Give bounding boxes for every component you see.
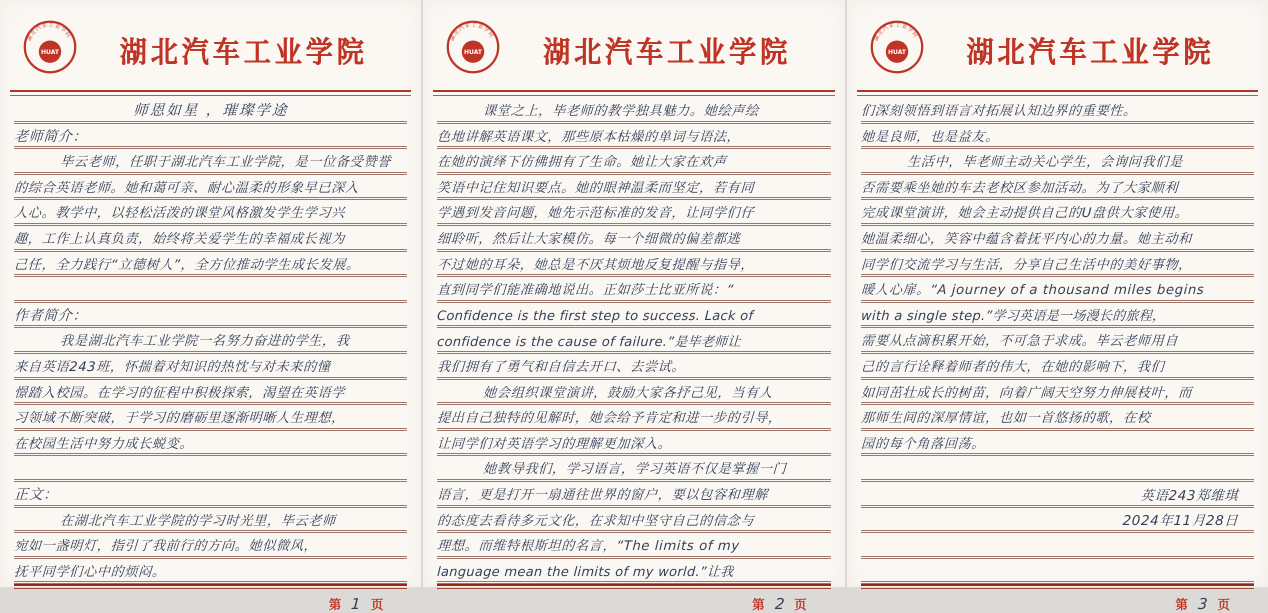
university-name: 湖北汽车工业学院	[542, 35, 791, 69]
handwritten-text: 我是湖北汽车工业学院一名努力奋进的学生，我	[59, 334, 351, 350]
handwritten-line	[14, 175, 407, 201]
handwritten-text: 憬踏入校园。在学习的征程中积极探索，渴望在英语学	[13, 385, 346, 401]
handwritten-line	[437, 380, 830, 406]
handwritten-text: 同学们交流学习与生活，分享自己生活中的美好事物，	[860, 257, 1193, 273]
handwritten-text: 完成课堂演讲，她会主动提供自己的U盘供大家使用。	[860, 206, 1189, 222]
handwritten-text: 己的言行诠释着师者的伟大，在她的影响下，我们	[860, 360, 1165, 376]
handwritten-line	[861, 328, 1254, 354]
page-footer	[423, 589, 844, 613]
handwritten-line	[14, 559, 407, 585]
page-footer	[0, 589, 421, 613]
handwritten-line	[861, 508, 1254, 534]
letterhead-header	[0, 0, 421, 84]
footer-suffix: 页	[1217, 597, 1230, 613]
letter-page-1	[0, 0, 421, 613]
handwritten-text: 色地讲解英语课文，那些原本枯燥的单词与语法，	[437, 129, 742, 145]
handwritten-text: 宛如一盏明灯，指引了我前行的方向。她似微风，	[13, 539, 318, 555]
footer-suffix: 页	[794, 597, 807, 613]
handwritten-line	[14, 124, 407, 150]
handwritten-line	[437, 405, 830, 431]
university-seal-icon	[445, 19, 501, 79]
handwritten-line	[14, 277, 407, 303]
header-divider-rule	[10, 90, 411, 96]
header-divider-rule	[433, 90, 834, 96]
handwritten-text: 理想。而维特根斯坦的名言，“The limits of my	[437, 539, 741, 555]
handwritten-text: 语言，更是打开一扇通往世界的窗户，要以包容和理解	[437, 487, 769, 503]
handwritten-line	[861, 226, 1254, 252]
handwritten-line	[437, 354, 830, 380]
handwritten-text: 在她的演绎下仿佛拥有了生命。她让大家在欢声	[437, 155, 728, 171]
handwritten-text: 英语243郑维琪	[1139, 487, 1239, 504]
handwritten-text	[14, 478, 407, 479]
handwritten-text: 2024年11月28日	[1121, 513, 1239, 530]
ruled-lines-area	[861, 98, 1254, 584]
handwritten-line	[437, 431, 830, 457]
letter-page-2	[423, 0, 844, 613]
page-number: 3	[1197, 595, 1209, 613]
handwritten-text: 笑语中记住知识要点。她的眼神温柔而坚定，若有同	[437, 180, 755, 196]
handwritten-text: 暖人心扉。“A journey of a thousand miles begins	[860, 283, 1205, 299]
handwritten-text: with a single step.”学习英语是一场漫长的旅程，	[860, 309, 1166, 325]
handwritten-text: 需要从点滴积累开始，不可急于求成。毕云老师用自	[860, 334, 1179, 350]
handwritten-line	[861, 98, 1254, 124]
handwritten-line	[14, 533, 407, 559]
handwritten-line	[14, 303, 407, 329]
university-seal-icon	[22, 19, 78, 79]
handwritten-line	[861, 252, 1254, 278]
university-name: 湖北汽车工业学院	[966, 35, 1215, 69]
footer-prefix: 第	[1175, 597, 1188, 613]
handwritten-text: 她温柔细心，笑容中蕴含着抚平内心的力量。她主动和	[860, 232, 1193, 248]
handwritten-text: 她教导我们，学习语言，学习英语不仅是掌握一门	[483, 462, 788, 478]
handwritten-line	[861, 124, 1254, 150]
handwritten-line	[437, 226, 830, 252]
handwritten-line	[861, 456, 1254, 482]
svg-text:湖北汽车工业学院: 湖北汽车工业学院	[449, 22, 496, 43]
handwritten-line	[861, 200, 1254, 226]
handwritten-text: 让同学们对英语学习的理解更加深入。	[437, 436, 673, 452]
handwritten-text: language mean the limits of my world.”让我	[436, 564, 735, 580]
handwritten-line	[861, 354, 1254, 380]
handwritten-line	[14, 482, 407, 508]
letter-page-3	[847, 0, 1268, 613]
handwritten-text: 学遇到发音问题，她先示范标准的发音，让同学们仔	[437, 206, 755, 222]
svg-text:湖北汽车工业学院: 湖北汽车工业学院	[26, 22, 72, 43]
handwritten-text: 她会组织课堂演讲，鼓励大家各抒己见，当有人	[483, 385, 774, 401]
handwritten-line	[861, 533, 1254, 559]
handwritten-text: 抚平同学们心中的烦闷。	[13, 564, 167, 580]
handwritten-text: 趣，工作上认真负责，始终将关爱学生的幸福成长视为	[13, 232, 346, 248]
handwritten-line	[14, 380, 407, 406]
handwritten-text: 我们拥有了勇气和自信去开口、去尝试。	[437, 360, 686, 376]
handwritten-line	[437, 508, 830, 534]
handwritten-line	[14, 200, 407, 226]
handwritten-line	[437, 149, 830, 175]
handwritten-line	[861, 175, 1254, 201]
handwritten-text: 己任，全力践行“立德树人”，全方位推动学生成长发展。	[13, 257, 361, 273]
handwritten-line	[14, 328, 407, 354]
handwritten-text: 如同茁壮成长的树苗，向着广阔天空努力伸展枝叶，而	[860, 385, 1193, 401]
svg-text:HUAT: HUAT	[40, 49, 60, 56]
handwritten-line	[861, 149, 1254, 175]
handwritten-line	[437, 328, 830, 354]
handwritten-text: 园的每个角落回荡。	[860, 436, 986, 452]
footer-prefix: 第	[328, 597, 342, 613]
handwritten-line	[437, 98, 830, 124]
university-name: 湖北汽车工业学院	[119, 35, 368, 69]
handwritten-line	[437, 456, 830, 482]
handwritten-line	[14, 354, 407, 380]
page-number: 1	[350, 595, 362, 613]
handwritten-text: 们深刻领悟到语言对拓展认知边界的重要性。	[860, 104, 1137, 120]
handwritten-line	[14, 508, 407, 534]
handwritten-line	[14, 226, 407, 252]
handwritten-text	[14, 299, 407, 300]
handwritten-line	[437, 482, 830, 508]
handwritten-text: 细聆听，然后让大家模仿。每一个细微的偏差都逃	[437, 232, 742, 248]
handwritten-text: 人心。教学中，以轻松活泼的课堂风格激发学生学习兴	[13, 206, 346, 222]
handwritten-text: 生活中，毕老师主动关心学生，会询问我们是	[906, 155, 1183, 171]
handwritten-line	[437, 533, 830, 559]
handwritten-line	[14, 431, 407, 457]
handwritten-text	[861, 580, 1254, 581]
svg-text:HUAT: HUAT	[464, 49, 483, 56]
letterhead-header	[847, 0, 1268, 84]
handwritten-line	[14, 98, 407, 124]
footer-prefix: 第	[752, 597, 765, 613]
handwritten-line	[437, 277, 830, 303]
handwritten-line	[437, 303, 830, 329]
handwritten-text: 提出自己独特的见解时，她会给予肯定和进一步的引导，	[437, 411, 783, 427]
handwritten-line	[861, 277, 1254, 303]
handwritten-line	[861, 303, 1254, 329]
ruled-lines-area	[14, 98, 407, 584]
handwritten-text: confidence is the cause of failure.”是毕老师让	[436, 334, 742, 350]
svg-text:湖北汽车工业学院: 湖北汽车工业学院	[873, 22, 919, 43]
handwritten-text: 课堂之上，毕老师的教学独具魅力。她绘声绘	[483, 104, 760, 120]
ruled-lines-area	[437, 98, 830, 584]
handwritten-text: 正文：	[13, 487, 59, 504]
handwritten-text: 在校园生活中努力成长蜕变。	[13, 436, 194, 452]
handwritten-text	[861, 555, 1254, 556]
footer-suffix: 页	[370, 597, 384, 613]
page-number: 2	[773, 595, 785, 613]
handwritten-text: 在湖北汽车工业学院的学习时光里，毕云老师	[59, 513, 337, 529]
handwritten-text: 的综合英语老师。她和蔼可亲、耐心温柔的形象早已深入	[13, 180, 360, 196]
handwritten-text: 来自英语243班，怀揣着对知识的热忱与对未来的憧	[13, 360, 331, 376]
handwritten-line	[14, 405, 407, 431]
handwritten-text: 毕云老师，任职于湖北汽车工业学院，是一位备受赞誉	[59, 155, 392, 171]
handwritten-line	[14, 456, 407, 482]
handwritten-line	[437, 175, 830, 201]
handwritten-line	[437, 559, 830, 585]
handwritten-line	[14, 252, 407, 278]
handwritten-line	[861, 431, 1254, 457]
handwritten-text: 习领域不断突破，于学习的磨砺里逐渐明晰人生理想，	[13, 411, 346, 427]
handwritten-text: 她是良师，也是益友。	[860, 129, 999, 145]
handwritten-text: Confidence is the first step to success. Lack of	[436, 309, 755, 325]
handwritten-text: 师恩如星 ，璀璨学途	[132, 102, 289, 119]
svg-text:HUAT: HUAT	[887, 49, 906, 56]
handwritten-text: 直到同学们能准确地说出。正如莎士比亚所说：“	[437, 283, 735, 299]
handwritten-text: 不过她的耳朵，她总是不厌其烦地反复提醒与指导，	[437, 257, 755, 273]
handwritten-line	[861, 380, 1254, 406]
university-seal-icon	[869, 19, 925, 79]
handwritten-line	[437, 200, 830, 226]
handwritten-text: 老师简介：	[13, 128, 88, 145]
handwritten-line	[14, 149, 407, 175]
letterhead-header	[423, 0, 844, 84]
handwritten-line	[861, 405, 1254, 431]
handwritten-text: 的态度去看待多元文化，在求知中坚守自己的信念与	[437, 513, 755, 529]
handwritten-line	[437, 124, 830, 150]
page-footer	[847, 589, 1268, 613]
handwritten-line	[861, 482, 1254, 508]
handwritten-line	[437, 252, 830, 278]
header-divider-rule	[857, 90, 1258, 96]
handwritten-line	[861, 559, 1254, 585]
handwritten-text: 那师生间的深厚情谊，也如一首悠扬的歌，在校	[860, 411, 1151, 427]
handwritten-text: 否需要乘坐她的车去老校区参加活动。为了大家顺利	[860, 180, 1179, 196]
handwritten-text: 作者简介：	[13, 307, 88, 324]
handwritten-text	[861, 478, 1254, 479]
